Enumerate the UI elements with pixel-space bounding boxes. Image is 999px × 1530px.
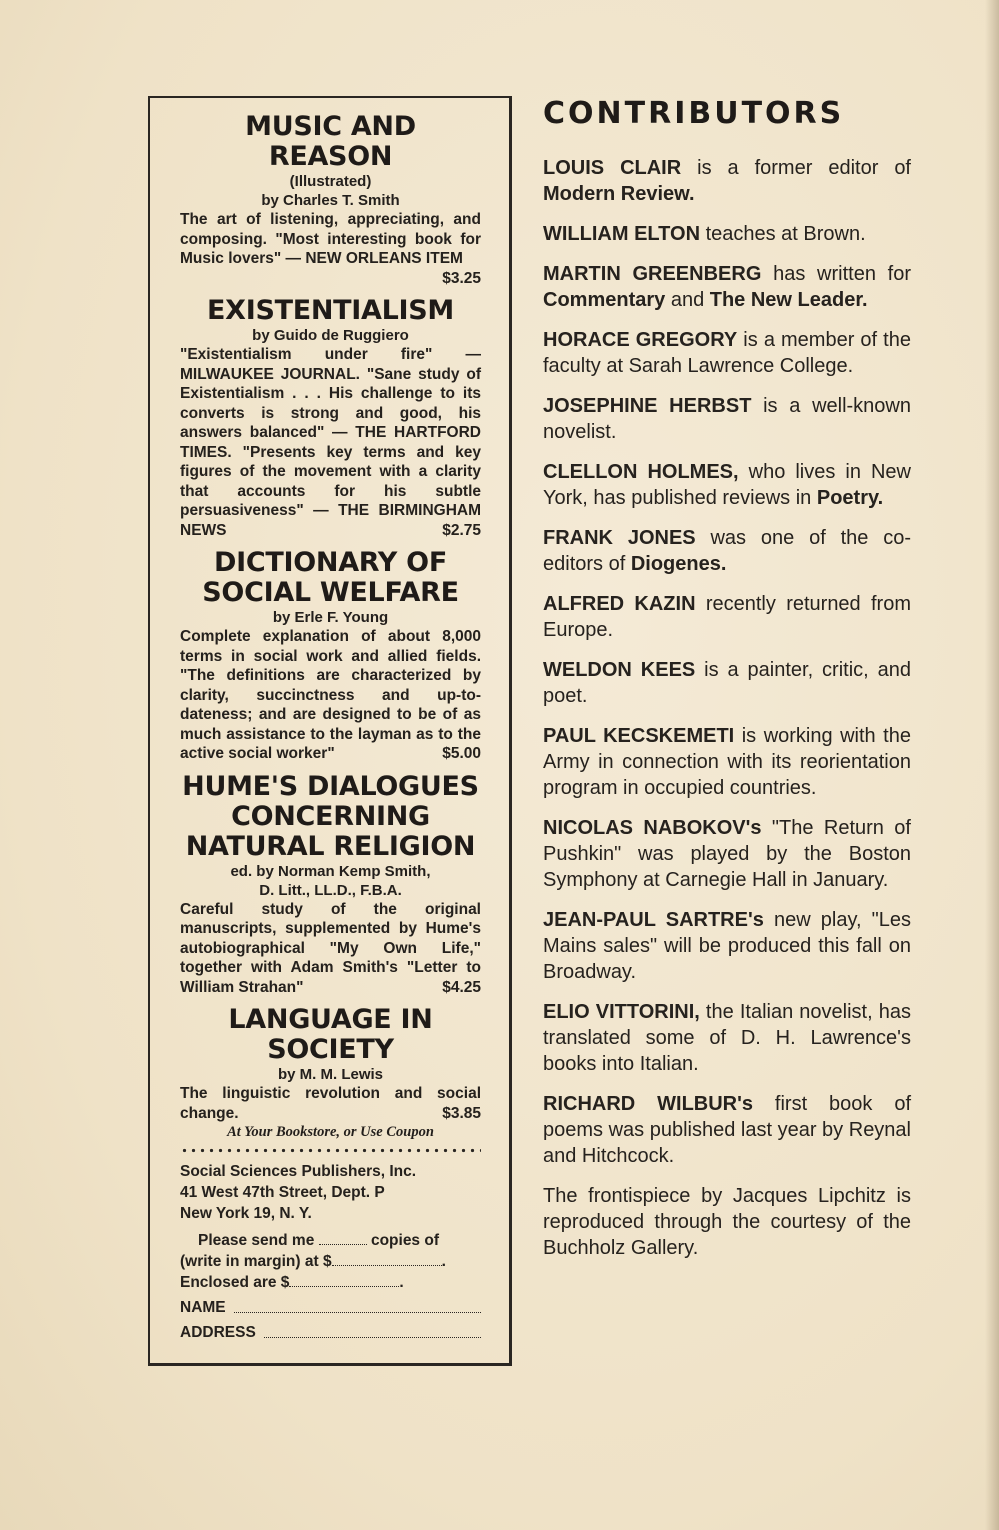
contributor-entry: RICHARD WILBUR's first book of poems was published last year by Reynal and Hitchcock. [543, 1093, 912, 1167]
book-author: by Charles T. Smith [261, 192, 400, 209]
book-author: by M. M. Lewis [277, 1066, 383, 1083]
contributors-heading: CONTRIBUTORS [543, 96, 845, 131]
book-subtitle: (Illustrated) [289, 173, 372, 190]
order-line-2: (write in margin) at $ . [180, 1253, 446, 1270]
contributor-entry: JEAN-PAUL SARTRE's new play, "Les Mains sales" will be produced this fall on Broadway. [543, 909, 911, 983]
book-author: by Erle F. Young [272, 609, 389, 626]
book-entry [180, 548, 481, 764]
book-price: $2.75 [442, 521, 481, 539]
contributors-section [543, 96, 911, 1275]
book-description: The linguistic revolution and social change. $3.85 [180, 1085, 481, 1122]
contributor-entry: HORACE GREGORY is a member of the faculty at Sarah Lawrence College. [543, 329, 911, 377]
book-entry [180, 772, 481, 998]
enclosed-line: Enclosed are $ . [180, 1274, 404, 1291]
book-entry [180, 112, 481, 288]
book-author: ed. by Norman Kemp Smith, [230, 862, 431, 880]
order-line: Please send me copies of [198, 1232, 439, 1249]
book-description: Careful study of the original manuscripts, supplemented by Hume's autobiographical "My Own Life," together with Adam Smith's "Letter to William Strahan" $4.25 [180, 900, 481, 996]
book-advertisement [148, 96, 512, 1366]
book-title: EXISTENTIALISM [207, 295, 454, 326]
contributor-entry: MARTIN GREENBERG has written for Commentary and The New Leader. [543, 263, 911, 311]
contributor-entry: NICOLAS NABOKOV's "The Return of Pushkin" was played by the Boston Symphony at Carnegie Hall in January. [543, 817, 911, 891]
contributor-entry: ALFRED KAZIN recently returned from Europe. [543, 593, 911, 641]
book-title: LANGUAGE IN [228, 1004, 433, 1035]
contributor-entry: WELDON KEES is a painter, critic, and poet. [543, 659, 911, 707]
book-title: DICTIONARY OF [214, 547, 447, 578]
book-price: $5.00 [442, 745, 481, 762]
contributor-entry: ELIO VITTORINI, the Italian novelist, has translated some of D. H. Lawrence's books into Italian. [543, 1001, 911, 1075]
book-price: $3.25 [442, 269, 481, 287]
book-title: SOCIETY [267, 1034, 394, 1065]
book-description: "Existentialism under fire" — MILWAUKEE JOURNAL. "Sane study of Existentialism . . . His challenge to its converts is strong and good, his answers balanced" — THE HARTFORD TIMES. "Presents key terms and key figures of the movement with a clarity that accounts for his subtle persuasiveness" — THE BIRMINGHAM NEWS $2.75 [180, 346, 481, 539]
name-blank[interactable] [234, 1300, 481, 1313]
contributor-entry: PAUL KECSKEMETI is working with the Army in connection with its reorientation program in occupied countries. [543, 725, 911, 799]
book-price: $4.25 [442, 978, 481, 996]
copies-blank[interactable] [319, 1232, 367, 1245]
order-coupon [180, 1161, 481, 1343]
contributor-entry: WILLIAM ELTON teaches at Brown. [543, 223, 866, 245]
enclosed-blank[interactable] [289, 1274, 399, 1287]
book-description: Complete explanation of about 8,000 terms in social work and allied fields. "The definitions are characterized by clarity, succinctness and up-to-dateness; and are designed to be of as much assistance to the layman as to the active social worker" $5.00 [180, 628, 481, 762]
address-field: ADDRESS [180, 1322, 481, 1343]
book-entry [180, 1005, 481, 1123]
coupon-cut-line [180, 1148, 481, 1153]
book-description: The art of listening, appreciating, and composing. "Most interesting book for Music lovers" — NEW ORLEANS ITEM $3.25 [180, 211, 481, 287]
price-blank[interactable] [332, 1253, 442, 1266]
book-author: D. Litt., LL.D., F.B.A. [259, 881, 402, 899]
contributor-entry: CLELLON HOLMES, who lives in New York, has published reviews in Poetry. [543, 461, 911, 509]
page-edge-shadow [985, 0, 999, 1530]
contributor-entry: JOSEPHINE HERBST is a well-known novelist. [543, 395, 911, 443]
frontispiece-credit: The frontispiece by Jacques Lipchitz is reproduced through the courtesy of the Buchholz Gallery. [543, 1185, 911, 1259]
address-blank[interactable] [264, 1325, 481, 1338]
book-entry [180, 296, 481, 540]
book-author: by Guido de Ruggiero [252, 327, 409, 344]
book-title: SOCIAL WELFARE [202, 577, 459, 608]
book-title: NATURAL RELIGION [185, 830, 476, 862]
name-field: NAME [180, 1297, 481, 1318]
book-title: MUSIC AND REASON [245, 111, 416, 172]
publisher-city: New York 19, N. Y. [180, 1205, 312, 1222]
book-price: $3.85 [442, 1104, 481, 1122]
publisher-address: 41 West 47th Street, Dept. P [180, 1184, 385, 1201]
bookstore-note: At Your Bookstore, or Use Coupon [227, 1124, 434, 1140]
book-title: HUME'S DIALOGUES [182, 770, 479, 802]
contributor-entry: LOUIS CLAIR is a former editor of Modern Review. [543, 157, 911, 205]
contributor-entry: FRANK JONES was one of the co-editors of Diogenes. [543, 527, 912, 575]
book-title: CONCERNING [231, 800, 430, 832]
publisher-name: Social Sciences Publishers, Inc. [180, 1163, 417, 1180]
